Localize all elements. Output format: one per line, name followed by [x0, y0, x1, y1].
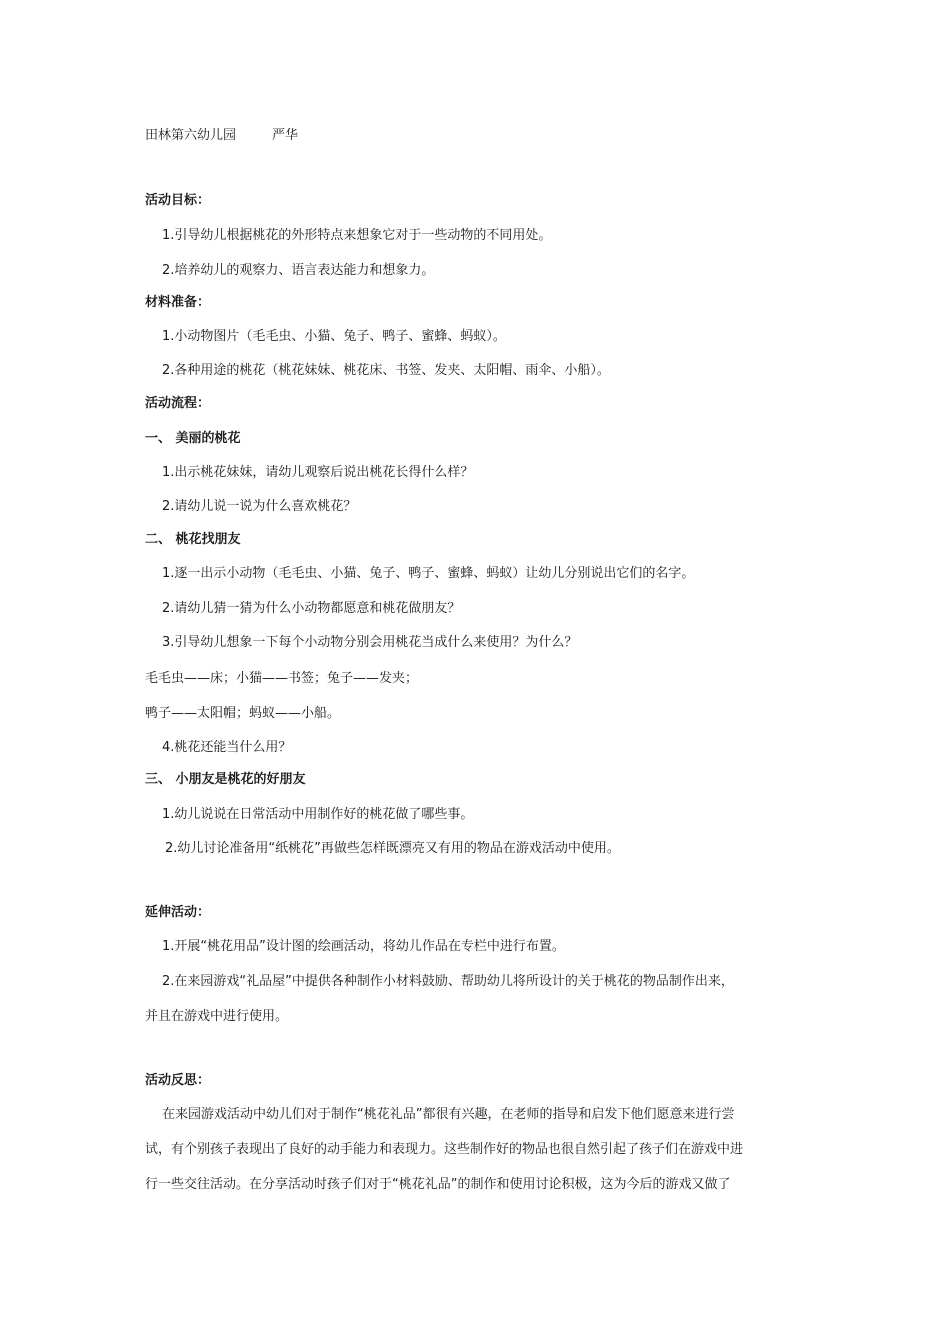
- header-line: [145, 127, 298, 145]
- part2-answer: 毛毛虫——床；小猫——书签；兔子——发夹；: [145, 671, 419, 686]
- goals-heading: 活动目标：: [145, 193, 211, 208]
- reflection-line: 行一些交往活动。在分享活动时孩子们对于“桃花礼品”的制作和使用讨论积极，这为今后的游戏又做了: [145, 1177, 731, 1192]
- school-name: 田林第六幼儿园: [145, 128, 237, 143]
- part2-item: 2.请幼儿猜一猜为什么小动物都愿意和桃花做朋友？: [162, 601, 461, 616]
- extension-item: 并且在游戏中进行使用。: [145, 1009, 289, 1024]
- materials-heading: 材料准备：: [145, 295, 211, 310]
- extension-item: 2.在来园游戏“礼品屋”中提供各种制作小材料鼓励、帮助幼儿将所设计的关于桃花的物品制作出来，: [162, 974, 734, 989]
- part1-item: 2.请幼儿说一说为什么喜欢桃花？: [162, 499, 357, 514]
- reflection-heading: 活动反思：: [145, 1073, 211, 1088]
- process-heading: 活动流程：: [145, 396, 211, 411]
- reflection-line: 试，有个别孩子表现出了良好的动手能力和表现力。这些制作好的物品也很自然引起了孩子们在游戏中进: [145, 1142, 744, 1157]
- reflection-line: 在来园游戏活动中幼儿们对于制作“桃花礼品”都很有兴趣，在老师的指导和启发下他们愿意来进行尝: [162, 1107, 735, 1122]
- extension-item: 1.开展“桃花用品”设计图的绘画活动，将幼儿作品在专栏中进行布置。: [162, 939, 565, 954]
- goal-item: 1.引导幼儿根据桃花的外形特点来想象它对于一些动物的不同用处。: [162, 228, 552, 243]
- part2-heading: 二、 桃花找朋友: [145, 532, 241, 547]
- material-item: 1.小动物图片（毛毛虫、小猫、兔子、鸭子、蜜蜂、蚂蚁）。: [162, 329, 506, 344]
- part3-heading: 三、 小朋友是桃花的好朋友: [145, 772, 306, 787]
- part2-item: 4.桃花还能当什么用？: [162, 740, 292, 755]
- extension-heading: 延伸活动：: [145, 905, 211, 920]
- author-name: 严华: [272, 128, 299, 143]
- goal-item: 2.培养幼儿的观察力、语言表达能力和想象力。: [162, 263, 435, 278]
- part2-item: 3.引导幼儿想象一下每个小动物分别会用桃花当成什么来使用？为什么？: [162, 635, 578, 650]
- part3-item: 1.幼儿说说在日常活动中用制作好的桃花做了哪些事。: [162, 807, 474, 822]
- part2-item: 1.逐一出示小动物（毛毛虫、小猫、兔子、鸭子、蜜蜂、蚂蚁）让幼儿分别说出它们的名字。: [162, 566, 695, 581]
- part2-answer: 鸭子——太阳帽；蚂蚁——小船。: [145, 706, 341, 721]
- part3-item: 2.幼儿讨论准备用“纸桃花”再做些怎样既漂亮又有用的物品在游戏活动中使用。: [165, 841, 620, 856]
- part1-item: 1.出示桃花妹妹，请幼儿观察后说出桃花长得什么样？: [162, 465, 474, 480]
- material-item: 2.各种用途的桃花（桃花妹妹、桃花床、书签、发夹、太阳帽、雨伞、小船）。: [162, 363, 610, 378]
- part1-heading: 一、 美丽的桃花: [145, 431, 241, 446]
